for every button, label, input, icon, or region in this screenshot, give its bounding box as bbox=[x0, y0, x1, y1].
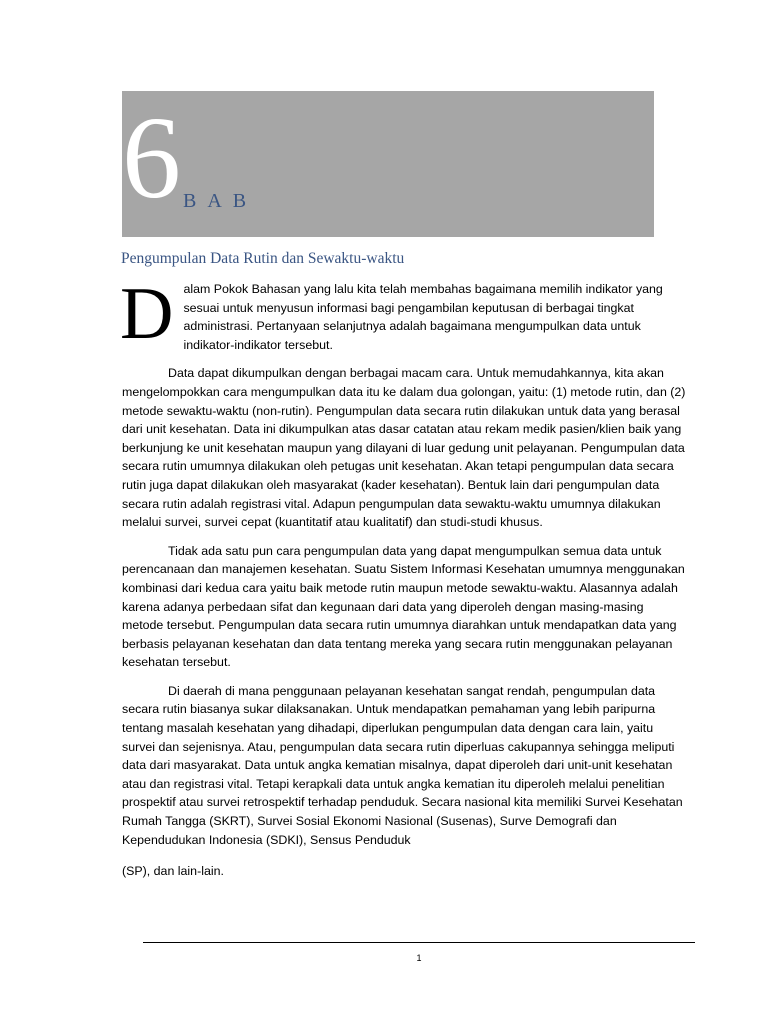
chapter-word: BAB bbox=[183, 190, 258, 212]
page-number: 1 bbox=[416, 953, 422, 963]
paragraph-1 bbox=[120, 273, 688, 355]
chapter-banner bbox=[122, 91, 654, 237]
paragraph-3: Tidak ada satu pun cara pengumpulan data yang dapat mengumpulkan semua data untuk perencanaan dan manajemen kesehatan. Suatu Sistem Informasi Kesehatan umumnya menggunakan kombinasi dari kedua cara yaitu baik metode rutin maupun metode sewaktu-waktu. Alasannya adalah karena adanya perbedaan sifat dan kegunaan dari data yang diperoleh dengan masing-masing metode tersebut. Pengumpulan data secara rutin umumnya diarahkan untuk mendapatkan data yang berbasis pelayanan kesehatan dan data tentang mereka yang secara rutin menggunakan pelayanan kesehatan tersebut. bbox=[122, 543, 685, 670]
paragraph-4: Di daerah di mana penggunaan pelayanan kesehatan sangat rendah, pengumpulan data secara rutin biasanya sukar dilaksanakan. Untuk mendapatkan pemahaman yang lebih paripurna tentang masalah kesehatan yang dihadapi, diperlukan pengumpulan data dengan cara lain, yaitu survei dan sejenisnya. Atau, pengumpulan data secara rutin diperluas cakupannya sehingga meliputi data dari masyarakat. Data untuk angka kematian misalnya, dapat diperoleh dari unit-unit kesehatan atau dan registrasi vital. Tetapi kerapkali data untuk angka kematian itu diperoleh melalui penelitian prospektif atau survei retrospektif terhadap penduduk. Secara nasional kita memiliki Survei Kesehatan Rumah Tangga (SKRT), Survei Sosial Ekonomi Nasional (Susenas), Surve Demografi dan Kependudukan Indonesia (SDKI), Sensus Penduduk bbox=[122, 683, 683, 847]
paragraph-5: (SP), dan lain-lain. bbox=[122, 864, 224, 879]
chapter-number: 6 bbox=[122, 92, 181, 223]
footer-rule bbox=[143, 942, 695, 943]
drop-cap: D bbox=[120, 273, 174, 355]
paragraph-1-text: alam Pokok Bahasan yang lalu kita telah membahas bagaimana memilih indikator yang sesuai untuk menyusun informasi bagi pengambilan keputusan di berbagai tingkat administrasi. Pertanyaan selanjutnya adalah bagaimana mengumpulkan data untuk indikator-indikator tersebut. bbox=[183, 282, 663, 352]
section-subtitle: Pengumpulan Data Rutin dan Sewaktu-waktu bbox=[121, 250, 405, 267]
body-text bbox=[120, 273, 688, 881]
paragraph-2: Data dapat dikumpulkan dengan berbagai macam cara. Untuk memudahkannya, kita akan mengelompokkan cara mengumpulkan data itu ke dalam dua golongan, yaitu: (1) metode rutin, dan (2) metode sewaktu-waktu (non-rutin). Pengumpulan data secara rutin dilakukan untuk data yang berasal dari unit kesehatan. Data ini dikumpulkan atas dasar catatan atau rekam medik pasien/klien baik yang berkunjung ke unit kesehatan maupun yang dilayani di luar gedung unit pelayanan. Pengumpulan data secara rutin umumnya dilakukan oleh petugas unit kesehatan. Akan tetapi pengumpulan data secara rutin juga dapat dilakukan oleh masyarakat (kader kesehatan). Bentuk lain dari pengumpulan data secara rutin adalah registrasi vital. Adapun pengumpulan data sewaktu-waktu umumnya dilakukan melalui survei, survei cepat (kuantitatif atau kualitatif) dan studi-studi khusus. bbox=[122, 366, 686, 530]
